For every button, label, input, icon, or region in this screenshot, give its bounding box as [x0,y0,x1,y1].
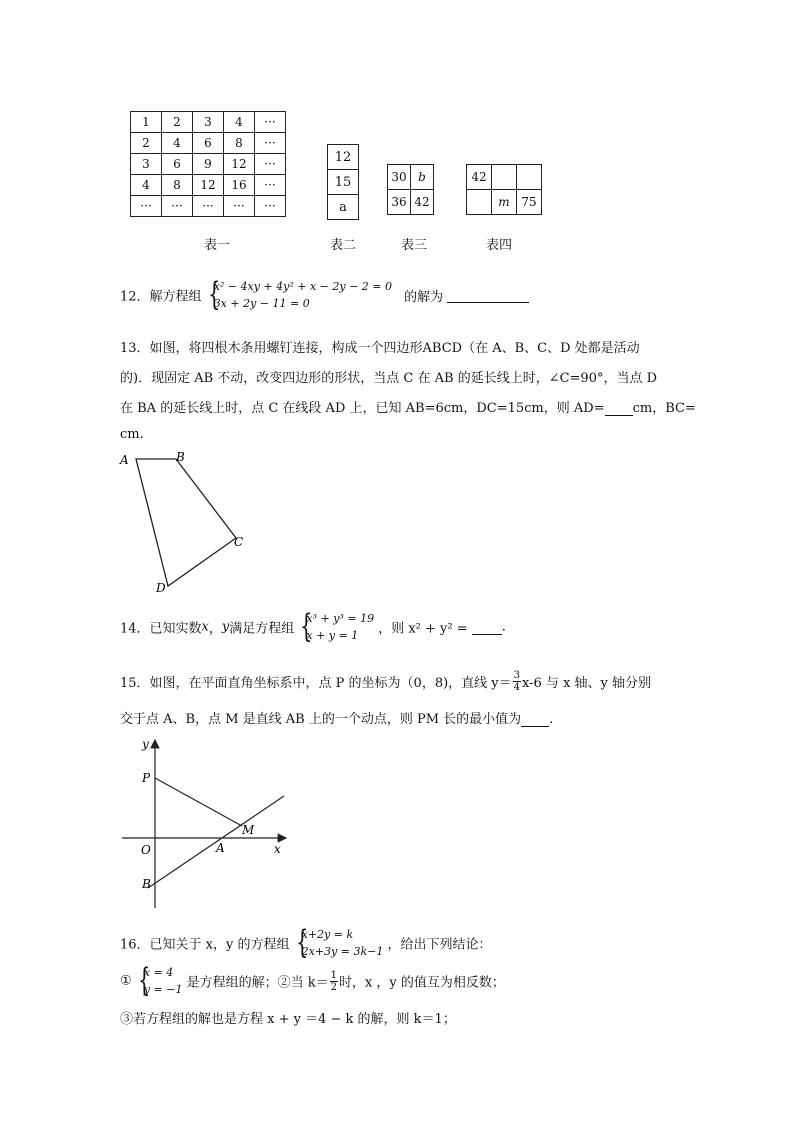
table-one-cell: 9 [193,154,224,175]
table-one-cell: 6 [193,133,224,154]
table-one-cell: 4 [224,112,255,133]
q16-c1-eq1: { x = 4 [143,966,174,979]
q12-eq2: 3x + 2y − 11 = 0 [213,297,310,310]
q13-line1: 13．如图，将四根木条用螺钉连接，构成一个四边形ABCD（在 A、B、C、D 处都是活动 [120,341,640,356]
table-three-cell: 42 [411,190,434,215]
table-one-cell: 2 [162,112,193,133]
q16-c1-mark: ① [120,973,132,989]
q12-equation-system [206,278,392,312]
table-one-cell: 12 [224,154,255,175]
q15-line1b: x-6 与 x 轴、y 轴分别 [522,676,652,691]
label-B: B [142,877,151,891]
q15-fraction [513,670,521,693]
q14-end: . [501,619,506,635]
table-one-cell: ··· [255,154,286,175]
label-A: A [120,453,129,467]
table-two-cell: a [328,195,359,220]
table-four-cell: m [492,190,517,215]
q12-prefix: 12．解方程组 [120,289,202,305]
table-four-cell [517,165,542,190]
table-four-cell: 42 [467,165,492,190]
label-P: P [142,771,151,785]
table-one-cell: ··· [193,196,224,217]
coordinate-figure [116,730,296,915]
label-A: A [216,841,225,855]
q13-line2: 的)．现固定 AB 不动，改变四边形的形状，当点 C 在 AB 的延长线上时，∠C=90°，当点 D [120,371,658,386]
table-two-caption: 表二 [330,238,357,253]
q16-frac-den: 2 [330,981,337,993]
table-one-cell: 12 [193,175,224,196]
q14-then: ，则 x² + y² = [378,621,468,637]
q15-line1a: 15．如图，在平面直角坐标系中，点 P 的坐标为（0，8)，直线 y＝ [120,676,512,691]
label-x: x [274,842,281,856]
q14-prefix: 14．已知实数 [120,621,202,637]
table-one-cell: 1 [131,112,162,133]
q16-line1b: ，给出下列结论： [387,937,492,953]
table-two [327,144,359,220]
table-one-cell: ··· [255,112,286,133]
table-two-cell: 12 [328,145,359,170]
q16-frac-num: 1 [330,969,337,981]
segment-PM [155,778,242,826]
table-four [466,164,542,215]
q12-answer-blank [447,288,529,303]
table-one-cell: 16 [224,175,255,196]
table-three-cell: 30 [388,165,411,190]
q15-frac-den: 4 [513,682,521,693]
table-three-cell: b [411,165,434,190]
table-one-cell: 8 [224,133,255,154]
q16-c1-text: 是方程组的解；②当 k＝ [186,975,329,991]
table-one-cell: 8 [162,175,193,196]
q16-c2-text: 时，x ，y 的值互为相反数； [338,975,505,991]
q16-c1-eq2: y = −1 [143,983,183,996]
label-B: B [176,450,185,464]
question-12 [120,278,674,312]
table-two-cell: 15 [328,170,359,195]
table-three-caption: 表三 [401,238,428,253]
q16-c1-system [136,964,183,998]
q14-x: x [201,619,209,635]
label-O: O [141,843,151,857]
table-four-cell [467,190,492,215]
q13-ad-blank [605,401,633,416]
table-one [130,111,286,217]
q15-answer-blank [521,712,549,727]
table-one-cell: ··· [255,133,286,154]
table-three [387,164,434,215]
table-one-cell: ··· [255,196,286,217]
q15-frac-num: 3 [513,670,521,681]
q13-line3a: 在 BA 的延长线上时，点 C 在线段 AD 上，已知 AB=6cm，DC=15cm，则 AD= [120,401,605,416]
table-four-cell [492,165,517,190]
table-one-cell: 3 [131,154,162,175]
quadrilateral-figure [116,446,256,596]
table-four-cell: 75 [517,190,542,215]
table-one-cell: 4 [131,175,162,196]
q14-mid: 满足方程组 [229,621,295,637]
q15-line2-end: . [549,712,554,727]
q16-conclusion-1-2 [120,964,674,998]
table-one-cell: 2 [131,133,162,154]
q16-eq1: { x+2y = k [301,928,354,941]
label-M: M [242,823,255,837]
q14-answer-blank [472,620,502,635]
q16-eq2: 2x+3y = 3k−1 [301,945,384,958]
q16-line1 [120,926,674,960]
q13-line4: cm. [120,427,144,442]
label-D: D [156,581,166,595]
q16-equation-system [294,926,384,960]
q14-equation-system [298,610,374,644]
q16-conclusion-3: ③若方程组的解也是方程 x + y ＝4 − k 的解，则 k＝1； [120,1012,456,1027]
q14-eq1: { x³ + y³ = 19 [306,612,375,625]
q13-line3 [120,397,696,416]
table-one-cell: 6 [162,154,193,175]
table-one-cell: ··· [224,196,255,217]
table-four-caption: 表四 [486,238,513,253]
table-one-cell: 3 [193,112,224,133]
q14-y: y [221,619,230,635]
q12-suffix: 的解为 [404,289,444,305]
table-one-cell: ··· [131,196,162,217]
q15-line2 [120,708,674,727]
q14-sep: ， [208,621,222,637]
table-one-cell: ··· [255,175,286,196]
q12-eq1: { x² − 4xy + 4y² + x − 2y − 2 = 0 [213,280,393,293]
label-y: y [142,737,149,751]
table-one-caption: 表一 [204,238,231,253]
table-one-cell: ··· [162,196,193,217]
table-three-cell: 36 [388,190,411,215]
q14-eq2: x + y = 1 [306,629,359,642]
table-one-cell: 4 [162,133,193,154]
q13-line3b: cm，BC= [632,401,696,416]
label-C: C [234,535,244,549]
q15-line1 [120,670,674,693]
q16-line1a: 16．已知关于 x，y 的方程组 [120,937,290,953]
q16-fraction [330,970,338,993]
q15-line2-text: 交于点 A、B，点 M 是直线 AB 上的一个动点，则 PM 长的最小值为 [120,712,522,727]
question-14 [120,610,674,644]
